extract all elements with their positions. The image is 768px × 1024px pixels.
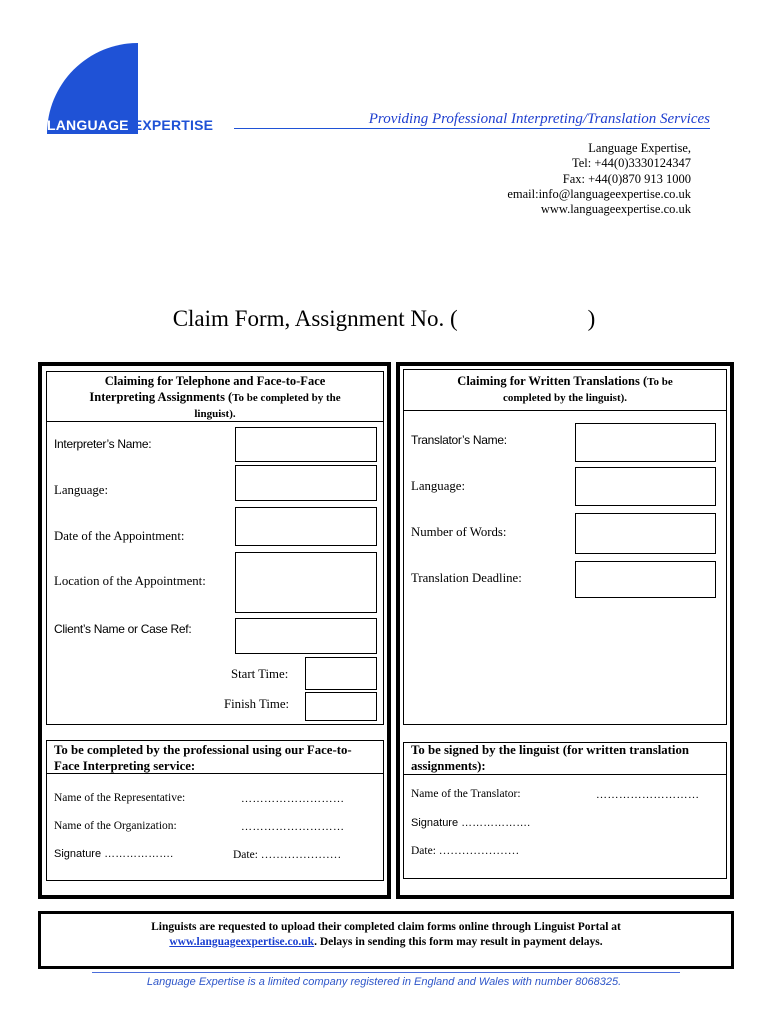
translation-deadline-field[interactable] <box>575 561 716 598</box>
linguist-signature-heading: To be signed by the linguist (for written translation assignments): <box>411 743 690 773</box>
appointment-date-label: Date of the Appointment: <box>54 529 185 543</box>
translator-name-field[interactable] <box>575 423 716 462</box>
interpreter-name-field[interactable] <box>235 427 377 462</box>
contact-fax: Fax: +44(0)870 913 1000 <box>562 171 691 186</box>
interpreting-heading: Claiming for Telephone and Face-to-Face Interpreting Assignments (To be completed by the linguist). <box>89 374 341 420</box>
representative-dotted-line[interactable]: ……………………… <box>241 793 345 805</box>
language-label: Language: <box>54 483 109 497</box>
appointment-location-field[interactable] <box>235 552 377 613</box>
client-ref-field[interactable] <box>235 618 377 654</box>
translation-heading: Claiming for Written Translations (To be completed by the linguist). <box>457 374 673 404</box>
contact-web[interactable]: www.languageexpertise.co.uk <box>540 202 691 217</box>
representative-label: Name of the Representative: <box>54 792 186 804</box>
footer-rule <box>92 972 680 973</box>
finish-time-field[interactable] <box>305 692 377 721</box>
footer-text: Language Expertise is a limited company registered in England and Wales with number 8068325. <box>146 976 622 988</box>
portal-link[interactable]: www.languageexpertise.co.uk <box>169 936 315 948</box>
translator-dotted-line[interactable]: ……………………… <box>596 789 700 801</box>
notice-text: Linguists are requested to upload their completed claim forms online through Linguist Portal at www.languageexpertise.co.uk. Delays in sending this form may result in payment delays. <box>151 921 621 948</box>
contact-tel: Tel: +44(0)3330124347 <box>571 156 691 171</box>
word-count-label: Number of Words: <box>411 525 507 539</box>
word-count-field[interactable] <box>575 513 716 554</box>
interpreter-name-label: Interpreter’s Name: <box>54 437 152 451</box>
organization-dotted-line[interactable]: ……………………… <box>241 821 345 833</box>
linguist-signature-label[interactable]: Signature ………………. <box>411 817 531 829</box>
linguist-date-label[interactable]: Date: ………………… <box>411 845 520 857</box>
translator-name-sign-label: Name of the Translator: <box>411 788 521 800</box>
title-close: ) <box>587 306 596 331</box>
translation-language-field[interactable] <box>575 467 716 506</box>
client-ref-label: Client’s Name or Case Ref: <box>54 622 192 636</box>
professional-heading: To be completed by the professional using our Face-to-Face Interpreting service: <box>54 743 352 773</box>
professional-date-label[interactable]: Date: ………………… <box>233 849 342 861</box>
contact-block <box>507 141 691 217</box>
translation-language-label: Language: <box>411 479 466 493</box>
page-title <box>0 306 768 332</box>
contact-email[interactable]: email:info@languageexpertise.co.uk <box>507 186 691 201</box>
start-time-field[interactable] <box>305 657 377 690</box>
logo-word-expertise: EXPERTISE <box>132 117 214 133</box>
start-time-label: Start Time: <box>231 667 289 681</box>
appointment-date-field[interactable] <box>235 507 377 546</box>
organization-label: Name of the Organization: <box>54 820 177 832</box>
translator-name-label: Translator’s Name: <box>411 433 507 447</box>
header-rule <box>234 128 710 129</box>
translation-deadline-label: Translation Deadline: <box>411 571 522 585</box>
professional-signature-label[interactable]: Signature ………………. <box>54 848 174 860</box>
tagline: Providing Professional Interpreting/Translation Services <box>368 111 710 127</box>
language-field[interactable] <box>235 465 377 501</box>
logo-word-language: LANGUAGE <box>47 117 129 133</box>
logo-text <box>47 117 213 133</box>
title-text: Claim Form, Assignment No. ( <box>172 306 458 331</box>
finish-time-label: Finish Time: <box>224 697 290 711</box>
appointment-location-label: Location of the Appointment: <box>54 574 206 588</box>
contact-company: Language Expertise, <box>588 141 691 155</box>
